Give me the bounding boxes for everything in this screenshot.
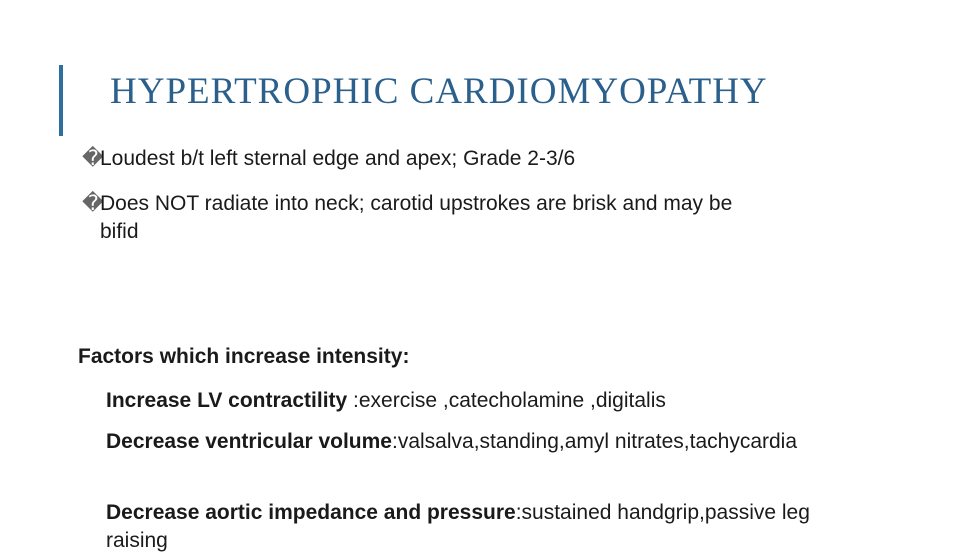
bullet-text: Does NOT radiate into neck; carotid upstrokes are brisk and may be: [100, 192, 733, 215]
bullet-item: [82, 190, 922, 246]
factor-item: [106, 387, 866, 415]
bullet-text: Loudest b/t left sternal edge and apex; Grade 2-3/6: [100, 147, 576, 170]
factor-term: Decrease ventricular volume: [106, 430, 392, 453]
bullet-marker-icon: �: [82, 147, 104, 170]
factor-term: Decrease aortic impedance and pressure: [106, 501, 516, 524]
factor-term: Increase LV contractility: [106, 389, 348, 412]
factor-item: [106, 499, 866, 555]
slide-title: HYPERTROPHIC CARDIOMYOPATHY: [110, 71, 768, 112]
bullet-marker-icon: �: [82, 192, 104, 215]
factor-detail: :valsalva,standing,amyl nitrates,tachycardia: [391, 430, 798, 453]
title-accent-bar: [59, 65, 63, 136]
bullet-item: [82, 145, 922, 173]
factor-detail: :sustained handgrip,passive leg raising: [106, 501, 810, 552]
factor-detail: :exercise ,catecholamine ,digitalis: [347, 389, 666, 412]
factor-item: [106, 428, 866, 456]
factors-heading: Factors which increase intensity:: [78, 345, 410, 368]
bullet-text-continuation: bifid: [100, 220, 139, 243]
